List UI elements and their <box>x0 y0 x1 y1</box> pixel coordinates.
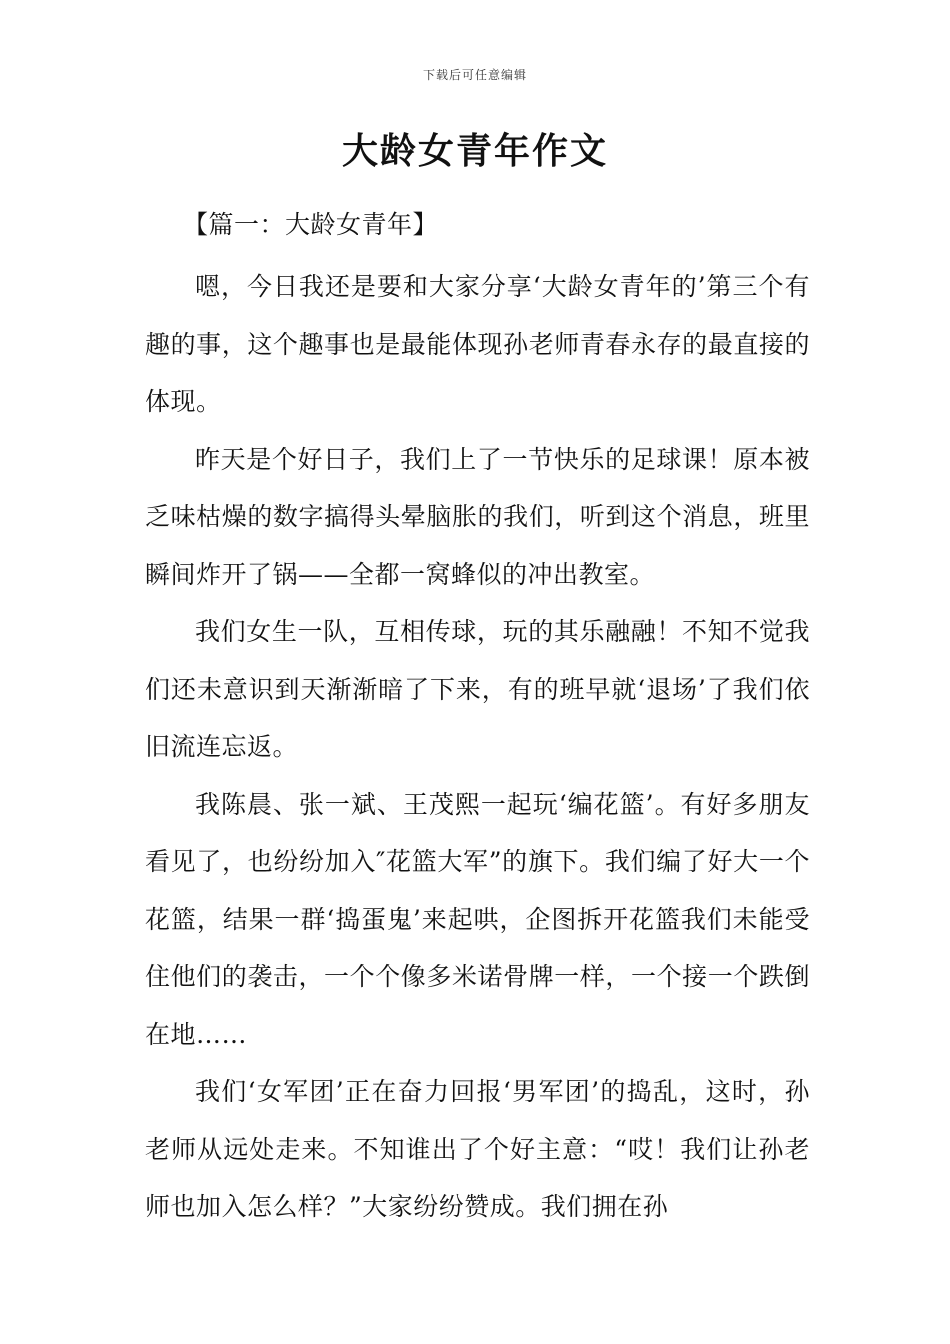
section-heading: 【篇一：大龄女青年】 <box>183 210 439 239</box>
paragraph-1: 嗯，今日我还是要和大家分享‘大龄女青年的’第三个有趣的事，这个趣事也是最能体现孙老师青春永存的最直接的体现。 <box>145 272 810 416</box>
paragraph-4: 我陈晨、张一斌、王茂熙一起玩‘编花篮’。有好多朋友看见了，也纷纷加入″花篮大军”的旗下。我们编了好大一个花篮，结果一群‘捣蛋鬼’来起哄，企图拆开花篮我们未能受住他们的袭击，一个个像多米诺骨牌一样，一个接一个跌倒在地…… <box>145 789 810 1049</box>
header-note: 下载后可任意编辑 <box>422 68 527 82</box>
document-title: 大龄女青年作文 <box>341 131 608 172</box>
paragraph-5: 我们‘女军团’正在奋力回报‘男军团’的捣乱，这时，孙老师从远处走来。不知谁出了个好主意：“哎！我们让孙老师也加入怎么样？”大家纷纷赞成。我们拥在孙 <box>145 1077 810 1221</box>
paragraph-3: 我们女生一队，互相传球，玩的其乐融融！不知不觉我们还未意识到天渐渐暗了下来，有的班早就‘退场’了我们依旧流连忘返。 <box>145 617 810 761</box>
document-body <box>145 200 810 1236</box>
paragraph-2: 昨天是个好日子，我们上了一节快乐的足球课！原本被乏味枯燥的数字搞得头晕脑胀的我们，听到这个消息，班里瞬间炸开了锅——全都一窝蜂似的冲出教室。 <box>145 444 810 589</box>
